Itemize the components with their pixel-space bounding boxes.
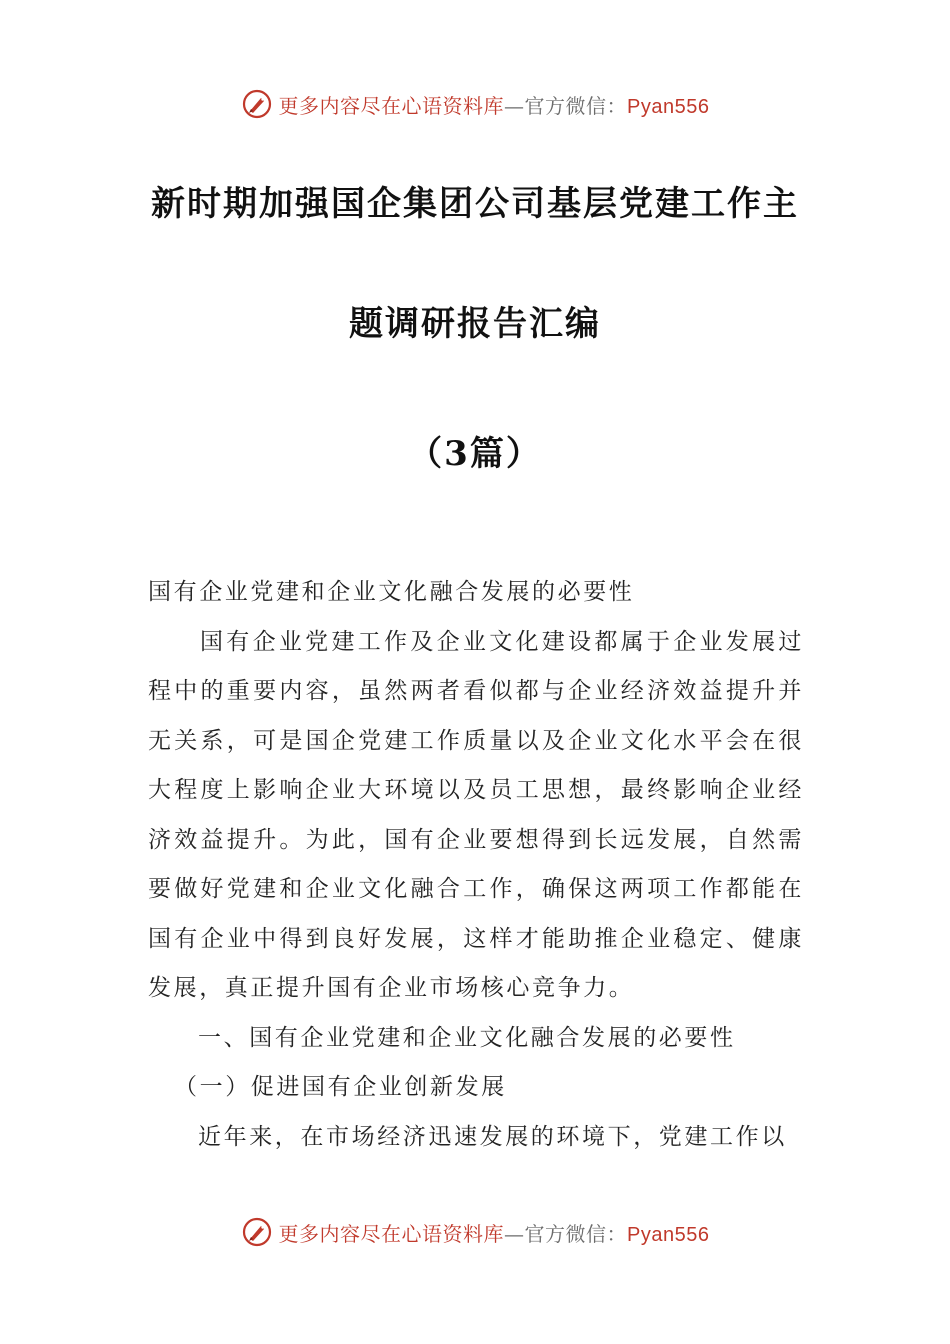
body-paragraph: 国有企业党建工作及企业文化建设都属于企业发展过程中的重要内容，虽然两者看似都与企业经济效益提升并无关系，可是国企党建工作质量以及企业文化水平会在很大程度上影响企业大环境以及员工思想，最终影响企业经济效益提升。为此，国有企业要想得到长远发展，自然需要做好党建和企业文化融合工作，确保这两项工作都能在国有企业中得到良好发展，这样才能助推企业稳定、健康发展，真正提升国有企业市场核心竞争力。 (148, 628, 804, 1001)
section-title: 国有企业党建和企业文化融合发展的必要性 (148, 579, 635, 605)
document-body (148, 568, 804, 1162)
watermark-footer (0, 1212, 950, 1252)
document-title-count: （3篇） (408, 434, 542, 474)
pen-nib-logo-icon (241, 1216, 273, 1248)
watermark-main-text: 更多内容尽在心语资料库 (278, 93, 505, 118)
section-heading: 一、国有企业党建和企业文化融合发展的必要性 (198, 1024, 736, 1051)
document-title-line-2: 题调研报告汇编 (349, 304, 601, 344)
watermark-text (279, 90, 710, 119)
watermark-sub-text: —官方微信： (504, 1221, 628, 1246)
watermark-main-text: 更多内容尽在心语资料库 (278, 1221, 505, 1246)
pen-nib-logo-icon (241, 88, 273, 120)
subsection-heading: （一）促进国有企业创新发展 (174, 1074, 507, 1100)
watermark-header (0, 84, 950, 124)
document-title-line-1: 新时期加强国企集团公司基层党建工作主 (151, 184, 799, 224)
body-paragraph-continued: 近年来，在市场经济迅速发展的环境下，党建工作以 (198, 1123, 787, 1150)
watermark-sub-text: —官方微信： (504, 93, 628, 118)
watermark-wechat-id: Pyan556 (627, 1223, 710, 1246)
watermark-wechat-id: Pyan556 (627, 95, 710, 118)
watermark-text (279, 1218, 710, 1247)
